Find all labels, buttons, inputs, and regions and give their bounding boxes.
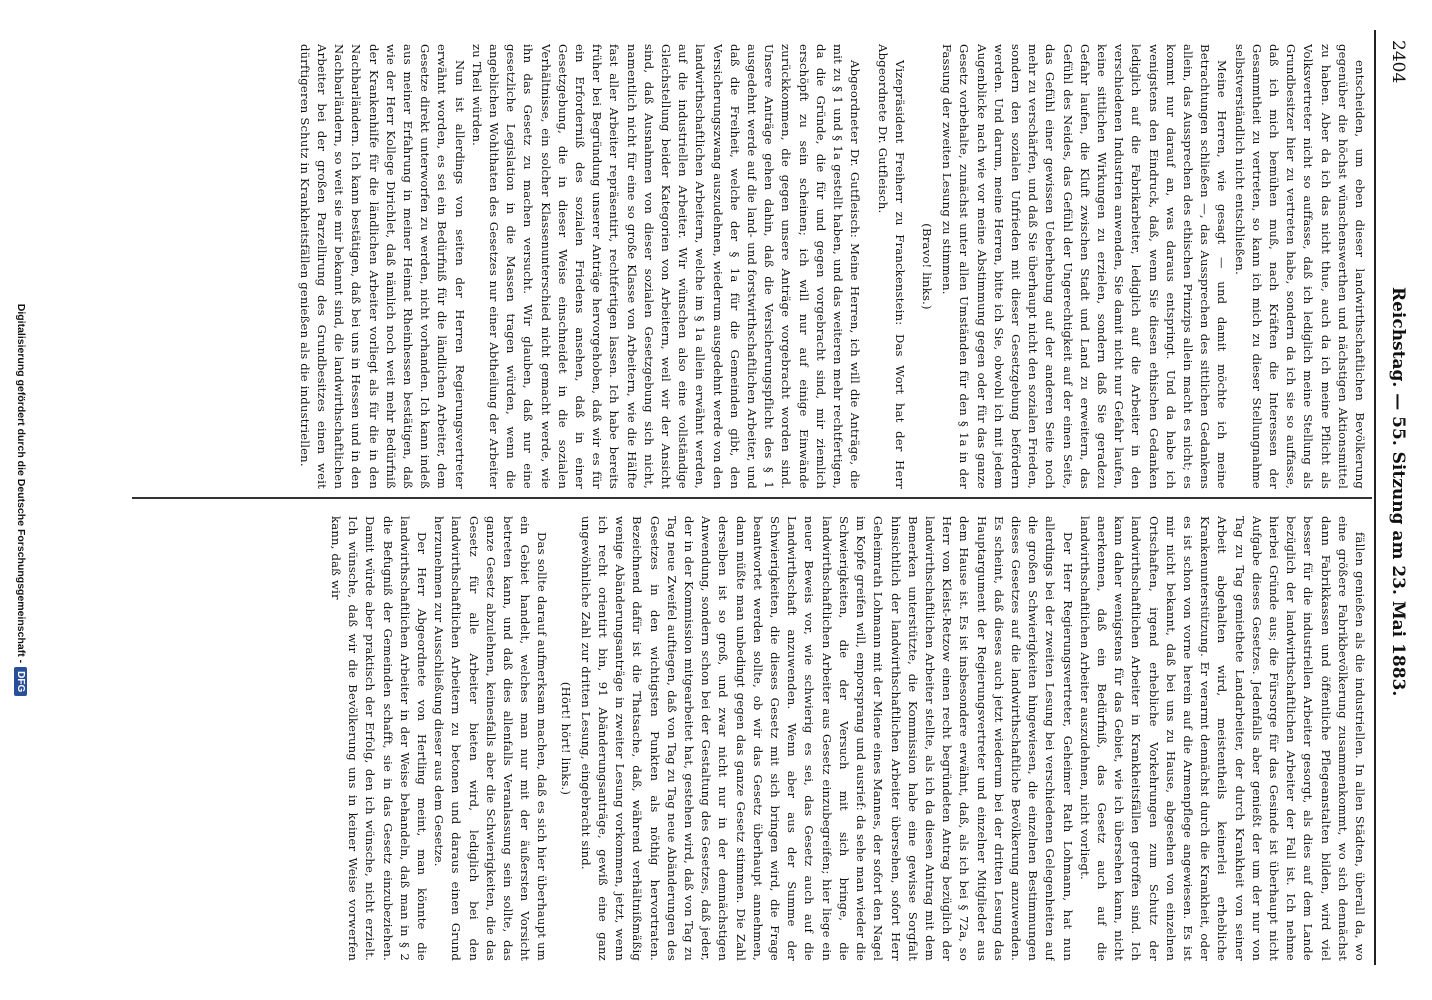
speaker-paragraph: Abgeordneter Dr. Gutfleisch: Meine Herren, ich will die Anträge, die mit zu § 1 und § 1a gestellt haben, und das weiteren mehr rechtfertigen, da die Gründe, die für und gegen vorgebracht sind, mir ziemlich erschöpft zu sein scheinen; ich will nur auf einige Einwände zurückkommen, die gegen unsere Anträge vorgebracht worden sind. Unsere Anträge gehen dahin, daß die Versicherungspflicht des § 1 ausgedehnt werde auf die land- und forstwirthschaftlichen Arbeiter, und daß die Freiheit, welche der § 1a für die Gemeinden gibt, den Versicherungszwang auszudehnen, wiederum ausgedehnt werde von den landwirthschaftlichen Arbeitern, welche im § 1a allein erwähnt werden, auf die industriellen Arbeiter. Wir wünschen also eine vollständige Gleichstellung beider Kategorien von Arbeitern, weil wir der Ansicht sind, daß Ausnahmen von dieser sozialen Gesetzgebung sich nicht, namentlich nicht für eine so große Klasse von Arbeitern, wie die Hälfte fast aller Arbeiter repräsentirt, rechtfertigen lassen. Ich habe bereits früher bei Begründung unserer Anträge hervorgehoben, daß wir es für ein Erforderniß des sozialen Friedens ansehen, daß in einer Gesetzgebung, die in dieser Weise einschneidet in die sozialen Verhältnisse, ein solcher Klassenunterschied nicht gemacht werde, wie ihn das Gesetz zu machen versucht. Wir glauben, daß nur eine gesetzliche Legislation in die Massen tragen würden, wenn die angeblichen Wohlthaten des Gesetzes nur einer Abtheilung der Arbeiter zu Theil würden. [469,44,863,489]
paragraph: Das sollte darauf aufmerksam machen, daß es sich hier überhaupt um ein Gebiet handelt, welches man nur mit der äußersten Vorsicht betreten kann, und daß dies allenfalls Veranlassung sein sollte, das ganze Gesetz abzulehnen, keinesfalls aber die Schwierigkeiten, die das Gesetz für alle Arbeiter bieten wird, lediglich bei den landwirthschaftlichen Arbeitern zu betonen und daraus einen Grund herzunehmen zur Ausschließung dieser aus dem Gesetze. [432,516,550,961]
dfg-logo: DFG [15,667,28,696]
page-number: 2404 [1388,40,1408,84]
left-column [98,44,1368,489]
paragraph: entscheiden, um eben dieser landwirthschaftlichen Bevölkerung gegenüber die höchst wünschenswerthen und nächstigen Aktionsmittel zu haben. Aber da ich das nicht thue, auch da ich meine Pflicht als Volksvertreter nicht so auffasse, daß ich lediglich meine Stellung als Grundbesitzer hier zu vertreten habe, sondern da ich sie so auffasse, daß ich mich bemühen muß, nach Kräften die Interessen der Gesammtheit zu vertreten, so kann ich mich zu dieser Stellungnahme selbstverständlich nicht entschließen. [1232,44,1367,489]
paragraph: fällen genießen als die industriellen. In allen Städten, überall da, wo eine größere Fabrikbevölkerung zusammenkommt, wo sich dennächst dann Fabrikkassen und öffentliche Pflegeanstalten bilden, wird viel besser für die industriellen Arbeiter gesorgt, als dies auf dem Lande bezüglich der landwirthschaftlichen Arbeiter der Fall ist. Ich nehme hierbei Gründe aus; die Fürsorge für das Gesinde ist überhaupt nicht Aufgabe dieses Gesetzes. Jedenfalls aber genießt der um der nur von Tag zu Tag gemiethete Landarbeiter, der durch Krankheit von seiner Arbeit abgehalten wird, meistentheils keinerlei erhebliche Krankenunterstützung. Er verarmt dennächst durch die Krankheit, oder es ist schon von vorne herein auf die Armenpflege angewiesen. Es ist mir nicht bekannt, daß bei uns zu Hause, abgesehen von einzelnen Ortschaften, irgend erhebliche Vorkehrungen zum Schutz der landwirthschaftlichen Arbeiter in Krankheitsfällen getroffen sind. Ich kann daher wenigstens für das Gebiet, wie ich übersehen kann, nicht anerkennen, daß ein Bedürfniß, das Gesetz auch auf die landwirthschaftlichen Arbeiter auszudehnen, nicht vorliegt. [1077,516,1367,961]
paragraph: Nun ist allerdings von seiten der Herren Regierungsvertreter erwähnt worden, es sei ein Bedürfniß für die ländlichen Arbeiter, dem Gesetze direkt unterworfen zu werden, nicht vorhanden. Ich kann indeß aus meiner Erfahrung in meiner Heimat Rheinhessen bestätigen, daß wie der Herr Kollege Dirichlet, daß nämlich noch weit mehr Bedürfniß der Krankenhilfe für die ländlichen Arbeiter vorliegt als für die in den Nachbarländern. Ich kann bestätigen, daß bei uns in Hessen und in den Nachbarländern, so weit sie mir bekannt sind, die landwirthschaftlichen Arbeiter bei der großen Parzellirung des Grundbesitzes einen weit dürftigeren Schutz in Krankheitsfällen genießen als die industriellen. [297,44,467,489]
credit-text: Digitalisierung gefördert durch die Deutsche Forschungsgemeinschaft - [15,303,27,664]
page-title: Reichstag. — 55. Sitzung am 23. Mai 1883. [1388,286,1408,697]
header-rule [1374,30,1376,965]
paragraph: Der Herr Abgeordnete von Hertling meint, man könnte die landwirthschaftlichen Arbeiter in der Weise behandeln, daß man in § 2 die Befugniß der Gemeinden schafft, sie in das Gesetz einzubeziehen. Damit würde aber praktisch der Erfolg, den ich wünsche, nicht erzielt. Ich wünsche, daß wir die Bevölkerung uns in keiner Weise vorwerfen kann, daß wir [329,516,430,961]
paragraph: Der Herr Regierungsvertreter, Geheimer Rath Lohmann, hat nun allerdings bei der zweiten Lesung bei verschiedenen Gelegenheiten auf die großen Schwierigkeiten hingewiesen, die einzelnen Bestimmungen dieses Gesetzes auf die landwirthschaftliche Bevölkerung anzuwenden. Es scheint, daß dieses auch jetzt wiederum bei der dritten Lesung das Hauptargument der Regierungsvertreter und einzelner Mitglieder aus dem Hause ist. Es ist insbesondere erwähnt, daß, als ich bei § 72a, so Herr von Kleist-Retzow einen recht begründeten Antrag bezüglich der landwirthschaftlichen Arbeiter stellte, als ich da diesen Antrag mit dem Bemerken unterstützte, die Kommission habe eine gewisse Sorgfalt hinsichtlich der landwirthschaftlichen Arbeiter übersehen, sofort Herr Geheimrath Lohmann mit der Miene eines Mannes, der sofort den Nagel im Kopfe greifen will, emporsprang und ausrief: da sehe man wieder die Schwierigkeiten, die der Versuch mit sich bringe, die landwirthschaftlichen Arbeiter aus Gesetz einzubegreifen; hier liege ein neuer Beweis vor, wie schwierig es sei, das Gesetz auch auf die Landwirthschaft anzuwenden. Wenn aber aus der Summe der Schwierigkeiten, die dieses Gesetz mit sich bringen wird, die Frage beantwortet werden sollte, ob wir das Gesetz überhaupt annehmen, dann müßte man unbedingt gegen das ganze Gesetz stimmen. Die Zahl derselben ist so groß, und zwar nicht nur in der demnächstigen Anwendung, sondern schon bei der Gestaltung des Gesetzes, daß jeder, der in der Kommission mitgearbeitet hat, gestehen wird, daß von Tag zu Tag neue Zweifel auftiegen, daß von Tag zu Tag neue Abänderungen des Gesetzes in den wichtigsten Punkten als nöthig hervortraten. Bezeichnend dafür ist die Thatsache, daß, während verhältnißmäßig wenige Abänderungsanträge in zweiter Lesung vorkommen, jetzt, wenn ich recht orientirt bin, 91 Abänderungsanträge, gewiß eine ganz ungewöhnliche Zahl zur dritten Lesung, eingebracht sind. [578,516,1075,961]
interjection: (Bravo! links.) [919,223,934,310]
interjection: (Hört! hört! links.) [558,681,573,796]
digitization-credit [10,0,32,1000]
page-header [1378,40,1408,940]
paragraph: Meine Herren, wie gesagt — und damit möchte ich meine Betrachtungen schließen —, das Aussprechen des sittlichen Gedankens allein, das Aussprechen des ethischen Prinzips allein macht es nicht; es kommt nur darauf an, was daraus entspringt. Und da habe ich wenigstens den Eindruck, daß, wenn Sie diesen ethischen Gedanken lediglich auf die Fabrikarbeiter, lediglich auf die Arbeiter in den verschiedenen Industrien anwenden, Sie damit nicht nur Gefahr laufen, keine sittlichen Wirkungen zu erzielen, sondern daß Sie geradezu Gefahr laufen, die Kluft zwischen Stadt und Land zu erweitern, das Gefühl des Neides, das Gefühl der Ungerechtigkeit auf der einen Seite, das Gefühl einer gewissen Ueberhebung auf der anderen Seite noch mehr zu verschärfen, und daß Sie überhaupt nicht den sozialen Frieden, sondern den sozialen Unfrieden mit dieser Gesetzgebung befördern werden. Und darum, meine Herren, bitte ich Sie, obwohl ich mit jedem Augenblicke nach wie vor meine Abstimmung gegen oder für das ganze Gesetz vorbehalte, zunächst unter allen Umständen für den § 1a in der Fassung der zweiten Lesung zu stimmen. [940,44,1230,489]
right-column [98,516,1368,961]
column-divider [132,497,1372,499]
speaker-paragraph: Vizepräsident Freiherr zu Franckenstein: Das Wort hat der Herr Abgeordnete Dr. Gutfleisch. [875,44,907,489]
